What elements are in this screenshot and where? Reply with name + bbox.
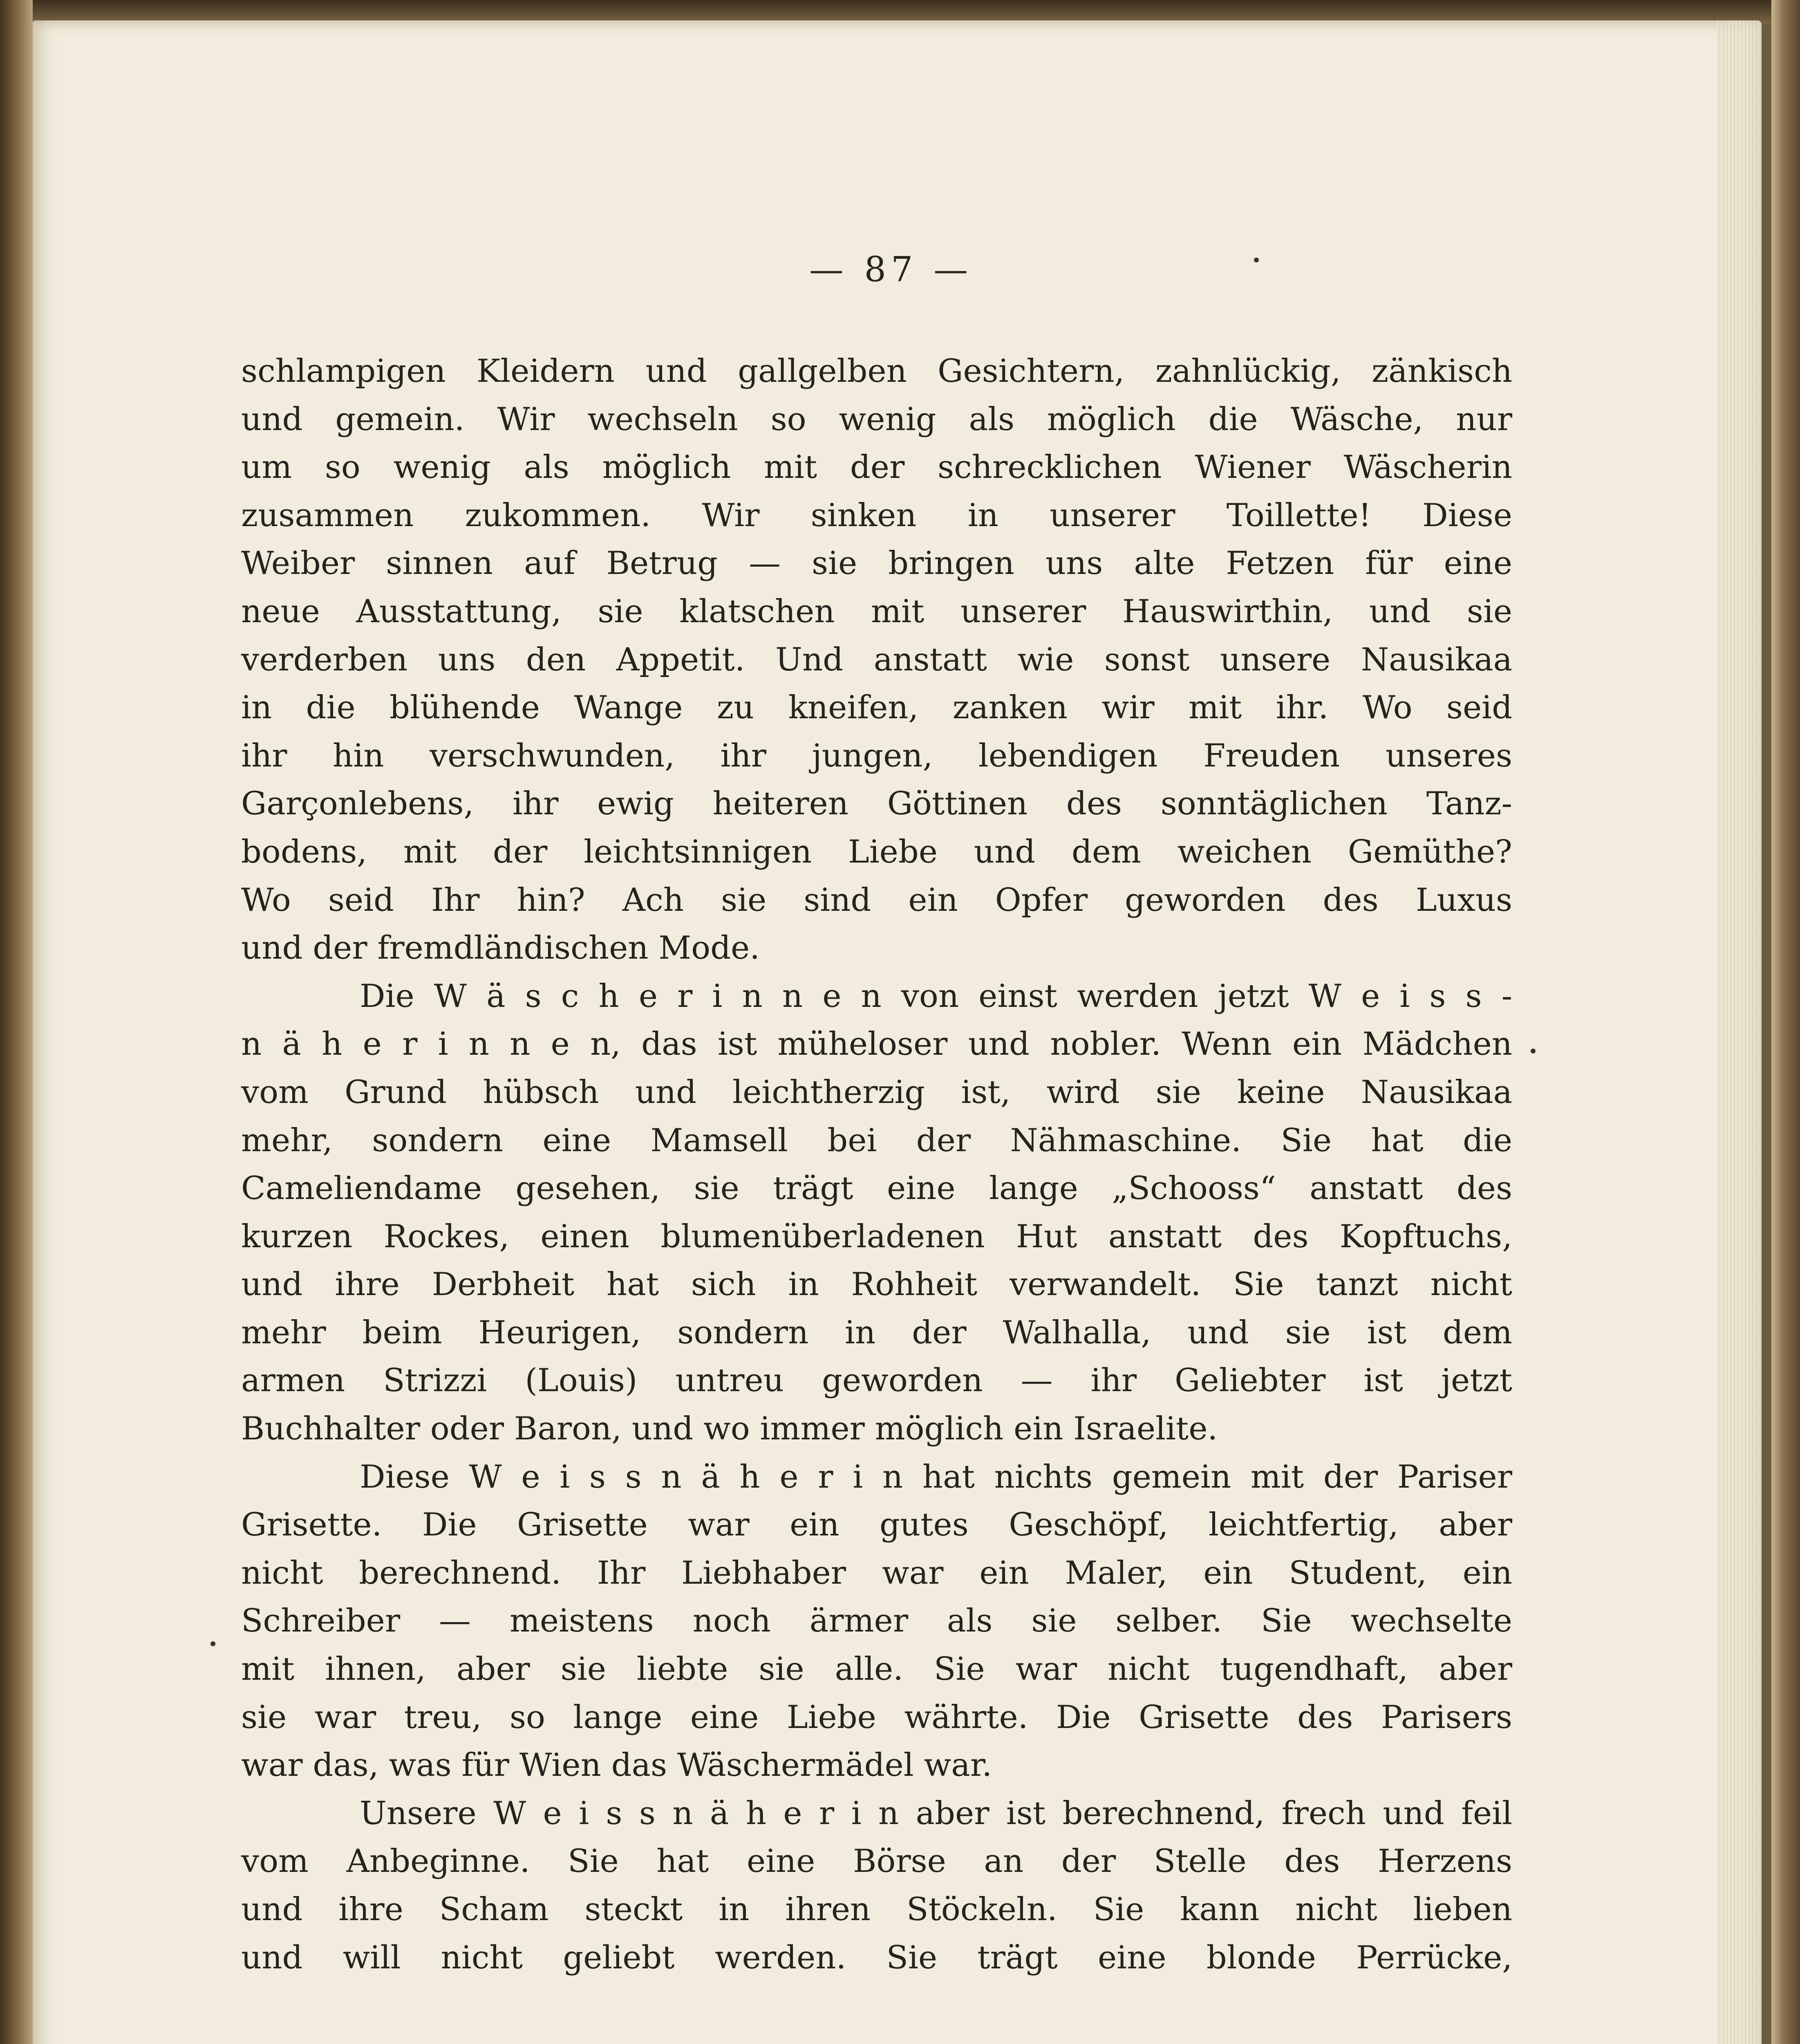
- paper-speck: [1531, 1049, 1536, 1053]
- text-line: sie war treu, so lange eine Liebe währte. Die Grisette des Parisers: [241, 1699, 1512, 1736]
- body-text: [241, 347, 1512, 1982]
- text-line: und will nicht geliebt werden. Sie trägt eine blonde Perrücke,: [241, 1939, 1512, 1976]
- text-line: Cameliendame gesehen, sie trägt eine lange „Schooss“ anstatt des: [241, 1170, 1512, 1207]
- paper-speck: [210, 1641, 215, 1646]
- cover-edge-left: [0, 0, 33, 2044]
- text-line: vom Anbeginne. Sie hat eine Börse an der Stelle des Herzens: [241, 1843, 1512, 1880]
- text-line: mehr beim Heurigen, sondern in der Walhalla, und sie ist dem: [241, 1314, 1512, 1351]
- text-line: und gemein. Wir wechseln so wenig als möglich die Wäsche, nur: [241, 401, 1512, 438]
- text-line: zusammen zukommen. Wir sinken in unserer Toillette! Diese: [241, 497, 1512, 534]
- text-line: ihr hin verschwunden, ihr jungen, lebendigen Freuden unseres: [241, 737, 1512, 774]
- text-line: schlampigen Kleidern und gallgelben Gesichtern, zahnlückig, zänkisch: [241, 353, 1512, 390]
- text-line: war das, was für Wien das Wäschermädel war.: [241, 1747, 992, 1784]
- paragraph-start-line: Diese W e i s s n ä h e r i n hat nichts gemein mit der Pariser: [360, 1458, 1512, 1495]
- text-line: Schreiber — meistens noch ärmer als sie selber. Sie wechselte: [241, 1602, 1512, 1640]
- text-line: und ihre Derbheit hat sich in Rohheit verwandelt. Sie tanzt nicht: [241, 1266, 1512, 1303]
- text-line: vom Grund hübsch und leichtherzig ist, wird sie keine Nausikaa: [241, 1074, 1512, 1111]
- page-number: — 87 —: [809, 249, 973, 289]
- text-line: und ihre Scham steckt in ihren Stöckeln. Sie kann nicht lieben: [241, 1891, 1512, 1928]
- text-line: Wo seid Ihr hin? Ach sie sind ein Opfer geworden des Luxus: [241, 881, 1512, 919]
- text-line: Weiber sinnen auf Betrug — sie bringen uns alte Fetzen für eine: [241, 545, 1512, 582]
- paragraph-start-line: Unsere W e i s s n ä h e r i n aber ist berechnend, frech und feil: [360, 1795, 1512, 1832]
- text-line: in die blühende Wange zu kneifen, zanken wir mit ihr. Wo seid: [241, 689, 1512, 726]
- text-line: neue Ausstattung, sie klatschen mit unserer Hauswirthin, und sie: [241, 593, 1512, 630]
- text-line: armen Strizzi (Louis) untreu geworden — ihr Geliebter ist jetzt: [241, 1362, 1512, 1399]
- paper-speck: [1254, 258, 1259, 262]
- text-line: Buchhalter oder Baron, und wo immer möglich ein Israelite.: [241, 1410, 1218, 1448]
- text-line: verderben uns den Appetit. Und anstatt wie sonst unsere Nausikaa: [241, 641, 1512, 678]
- text-line: n ä h e r i n n e n, das ist müheloser und nobler. Wenn ein Mädchen: [241, 1026, 1512, 1063]
- paragraph-start-line: Die W ä s c h e r i n n e n von einst werden jetzt W e i s s -: [360, 977, 1512, 1015]
- cover-edge-right: [1771, 0, 1800, 2044]
- text-line: mehr, sondern eine Mamsell bei der Nähmaschine. Sie hat die: [241, 1122, 1512, 1159]
- text-line: mit ihnen, aber sie liebte sie alle. Sie war nicht tugendhaft, aber: [241, 1651, 1512, 1688]
- text-line: Garçonlebens, ihr ewig heiteren Göttinen des sonntäglichen Tanz-: [241, 785, 1512, 823]
- page-fore-edge: [1717, 20, 1762, 2044]
- text-line: und der fremdländischen Mode.: [241, 930, 760, 967]
- text-line: nicht berechnend. Ihr Liebhaber war ein Maler, ein Student, ein: [241, 1554, 1512, 1591]
- text-line: bodens, mit der leichtsinnigen Liebe und dem weichen Gemüthe?: [241, 833, 1512, 870]
- text-line: kurzen Rockes, einen blumenüberladenen Hut anstatt des Kopftuchs,: [241, 1218, 1512, 1255]
- text-line: Grisette. Die Grisette war ein gutes Geschöpf, leichtfertig, aber: [241, 1506, 1512, 1544]
- text-line: um so wenig als möglich mit der schrecklichen Wiener Wäscherin: [241, 449, 1512, 486]
